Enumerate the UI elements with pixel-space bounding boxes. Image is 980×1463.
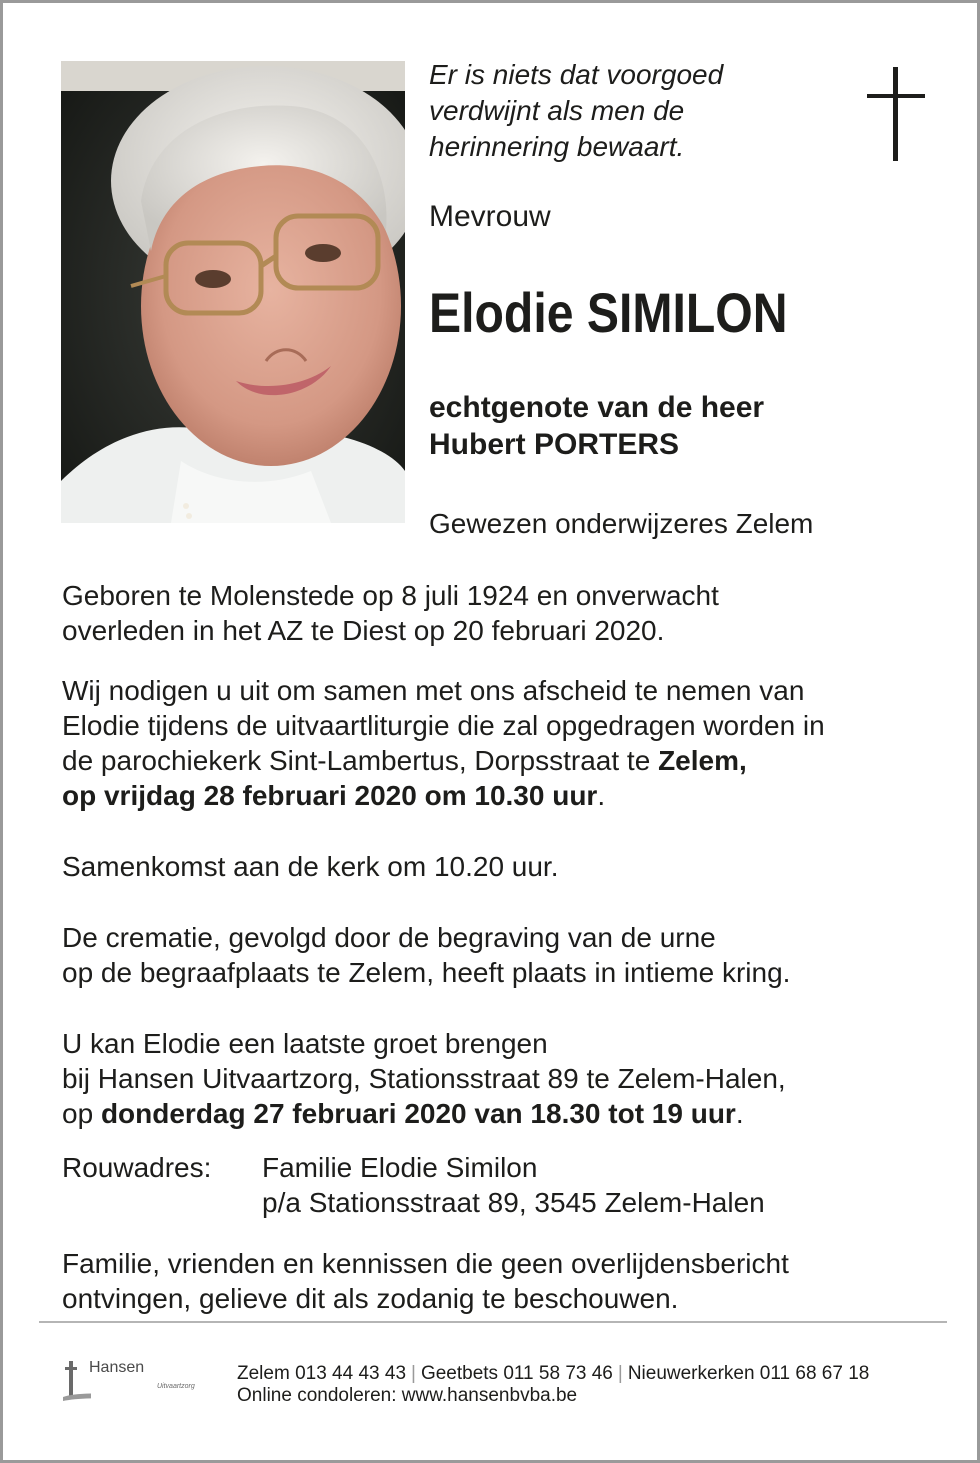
logo-figure-icon [61,1357,91,1405]
text-line: Geboren te Molenstede op 8 juli 1924 en onverwacht [62,580,719,611]
occupation: Gewezen onderwijzeres Zelem [429,508,814,539]
quote-line: herinnering bewaart. [429,131,685,162]
birth-death-paragraph [62,578,942,648]
address-line: p/a Stationsstraat 89, 3545 Zelem-Halen [262,1187,765,1218]
hansen-logo [61,1357,201,1407]
text-line: De crematie, gevolgd door de begraving van de urne [62,922,716,953]
text-line [62,778,942,813]
quote-line: Er is niets dat voorgoed [429,59,724,90]
text-line: U kan Elodie een laatste groet brengen [62,1028,548,1059]
cremation-paragraph [62,920,942,990]
phone-zelem: Zelem 013 44 43 43 [237,1363,407,1384]
mourning-address [262,1150,765,1220]
title-prefix: Mevrouw [429,200,551,233]
visitation-paragraph [62,1026,942,1131]
text-segment-bold: Zelem, [658,745,747,776]
phone-nieuwerkerken: Nieuwerkerken 011 68 67 18 [627,1363,870,1384]
text-segment: . [597,780,606,811]
cross-icon [867,67,925,163]
logo-name: Hansen [89,1359,145,1376]
logo-subtitle: Uitvaartzorg [157,1383,195,1390]
spouse-line: Hubert PORTERS [429,428,680,461]
deceased-name: Elodie SIMILON [429,281,788,344]
visitation-datetime: donderdag 27 februari 2020 van 18.30 tot 19 uur [100,1098,736,1129]
gathering-paragraph [62,849,942,884]
quote-line: verdwijnt als men de [429,95,685,126]
text-line [62,743,942,778]
text-line: Familie, vrienden en kennissen die geen overlijdensbericht [62,1248,789,1279]
text-line: op de begraafplaats te Zelem, heeft plaats in intieme kring. [62,957,791,988]
separator: | [411,1363,416,1384]
text-line: bij Hansen Uitvaartzorg, Stationsstraat 89 te Zelem-Halen, [62,1063,786,1094]
phone-geetbets: Geetbets 011 58 73 46 [420,1363,613,1384]
text-line [62,1096,942,1131]
mourning-address-label: Rouwadres: [62,1152,212,1183]
text-segment: . [735,1098,744,1129]
text-line: overleden in het AZ te Diest op 20 februari 2020. [62,615,665,646]
separator: | [617,1363,623,1384]
text-segment: de parochiekerk Sint-Lambertus, Dorpsstraat te [62,745,659,776]
online-condolence-link[interactable]: Online condoleren: www.hansenbvba.be [237,1385,578,1406]
phone-line [237,1363,869,1385]
text-line: ontvingen, gelieve dit als zodanig te beschouwen. [62,1283,679,1314]
text-line: Samenkomst aan de kerk om 10.20 uur. [62,851,559,882]
address-line: Familie Elodie Similon [262,1152,538,1183]
invitation-paragraph [62,673,942,813]
spouse-info [429,389,764,463]
footer-divider [39,1321,947,1323]
memorial-quote [429,57,849,165]
text-segment: op [62,1098,101,1129]
contact-footer [237,1363,869,1407]
closing-paragraph [62,1246,942,1316]
text-line: Wij nodigen u uit om samen met ons afscheid te nemen van [62,675,805,706]
portrait-photo [61,61,405,523]
funeral-datetime: op vrijdag 28 februari 2020 om 10.30 uur [62,780,598,811]
text-line: Elodie tijdens de uitvaartliturgie die zal opgedragen worden in [62,710,825,741]
portrait-image [61,61,405,523]
spouse-line: echtgenote van de heer [429,391,765,424]
